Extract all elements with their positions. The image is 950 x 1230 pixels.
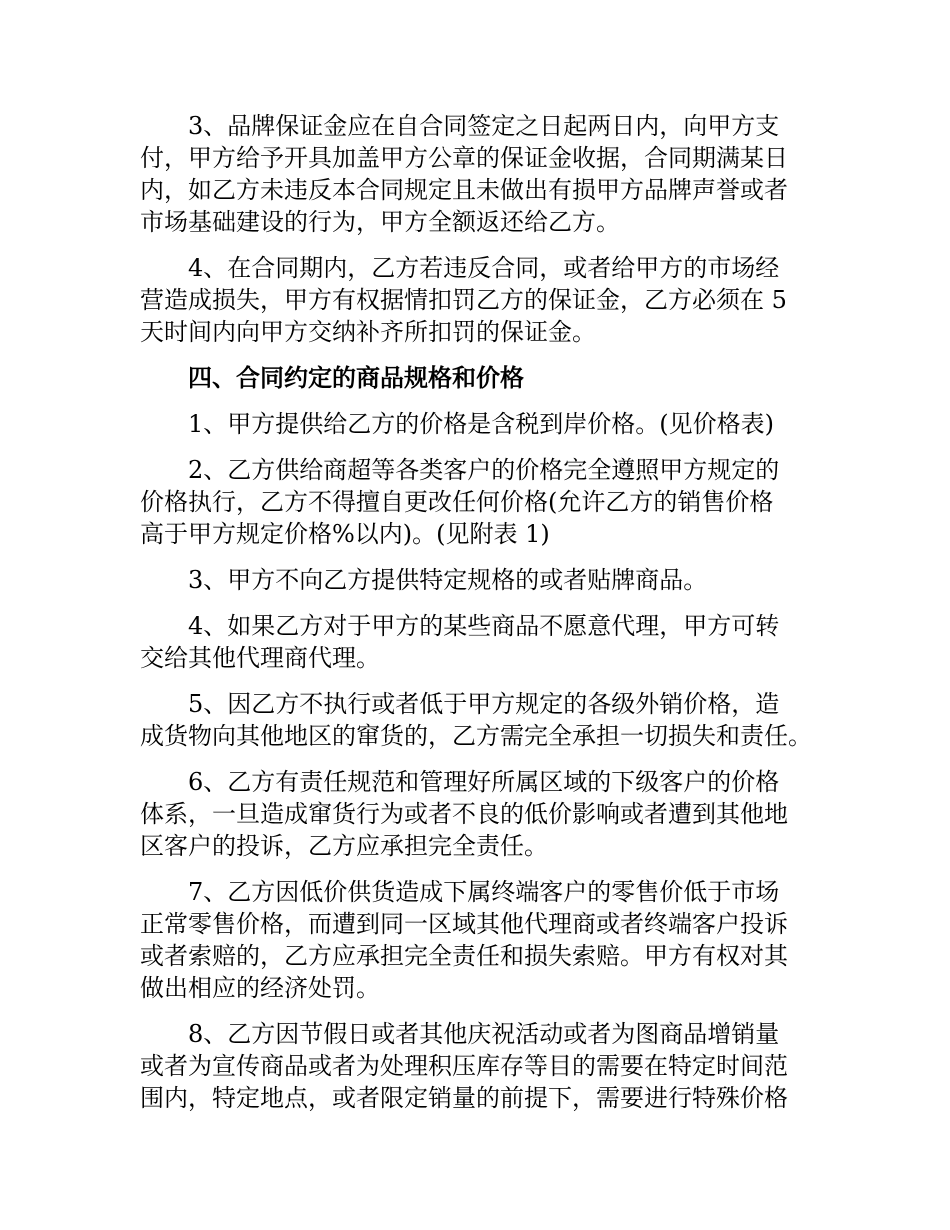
text-line: 7、乙方因低价供货造成下属终端客户的零售价低于市场 (188, 878, 780, 906)
paragraph-deposit-refund (140, 110, 840, 238)
text-line: 4、如果乙方对于甲方的某些商品不愿意代理，甲方可转 (188, 612, 780, 640)
text-line: 内，如乙方未违反本合同规定且未做出有损甲方品牌声誉或者 (140, 176, 788, 204)
text-line: 营造成损失，甲方有权据情扣罚乙方的保证金，乙方必须在 5 (140, 286, 787, 314)
text-line: 价格执行，乙方不得擅自更改任何价格(允许乙方的销售价格 (140, 488, 774, 516)
text-line: 高于甲方规定价格%以内)。(见附表 1) (140, 520, 550, 548)
text-line: 天时间内向甲方交纳补齐所扣罚的保证金。 (140, 318, 596, 346)
text-line: 市场基础建设的行为，甲方全额返还给乙方。 (140, 208, 620, 236)
paragraph-price-compliance (140, 454, 840, 550)
text-line: 4、在合同期内，乙方若违反合同，或者给甲方的市场经 (188, 254, 780, 282)
text-line: 2、乙方供给商超等各类客户的价格完全遵照甲方规定的 (188, 456, 780, 484)
heading-text: 四、合同约定的商品规格和价格 (188, 364, 524, 392)
text-line: 5、因乙方不执行或者低于甲方规定的各级外销价格，造 (188, 690, 780, 718)
paragraph-cross-region-sales (140, 688, 840, 752)
document-page (140, 110, 840, 1128)
text-line: 成货物向其他地区的窜货的，乙方需完全承担一切损失和责任。 (140, 722, 812, 750)
text-line: 区客户的投诉，乙方应承担完全责任。 (140, 832, 548, 860)
paragraph-special-promotion (140, 1018, 840, 1114)
paragraph-deposit-penalty (140, 252, 840, 348)
text-line: 1、甲方提供给乙方的价格是含税到岸价格。(见价格表) (188, 410, 774, 438)
text-line: 或者为宣传商品或者为处理积压库存等目的需要在特定时间范 (140, 1052, 788, 1080)
section-heading (140, 362, 840, 394)
paragraph-transfer-agency (140, 610, 840, 674)
paragraph-price-system-responsibility (140, 766, 840, 862)
text-line: 3、甲方不向乙方提供特定规格的或者贴牌商品。 (188, 566, 708, 594)
text-line: 交给其他代理商代理。 (140, 644, 380, 672)
paragraph-low-price-penalty (140, 876, 840, 1004)
paragraph-price-basis (140, 408, 840, 440)
text-line: 体系，一旦造成窜货行为或者不良的低价影响或者遭到其他地 (140, 800, 788, 828)
text-line: 付，甲方给予开具加盖甲方公章的保证金收据，合同期满某日 (140, 144, 788, 172)
paragraph-special-specs (140, 564, 840, 596)
text-line: 8、乙方因节假日或者其他庆祝活动或者为图商品增销量 (188, 1020, 780, 1048)
text-line: 3、品牌保证金应在自合同签定之日起两日内，向甲方支 (188, 112, 780, 140)
text-line: 6、乙方有责任规范和管理好所属区域的下级客户的价格 (188, 768, 780, 796)
text-line: 围内，特定地点，或者限定销量的前提下，需要进行特殊价格 (140, 1084, 788, 1112)
text-line: 或者索赔的，乙方应承担完全责任和损失索赔。甲方有权对其 (140, 942, 788, 970)
text-line: 正常零售价格，而遭到同一区域其他代理商或者终端客户投诉 (140, 910, 788, 938)
text-line: 做出相应的经济处罚。 (140, 974, 380, 1002)
